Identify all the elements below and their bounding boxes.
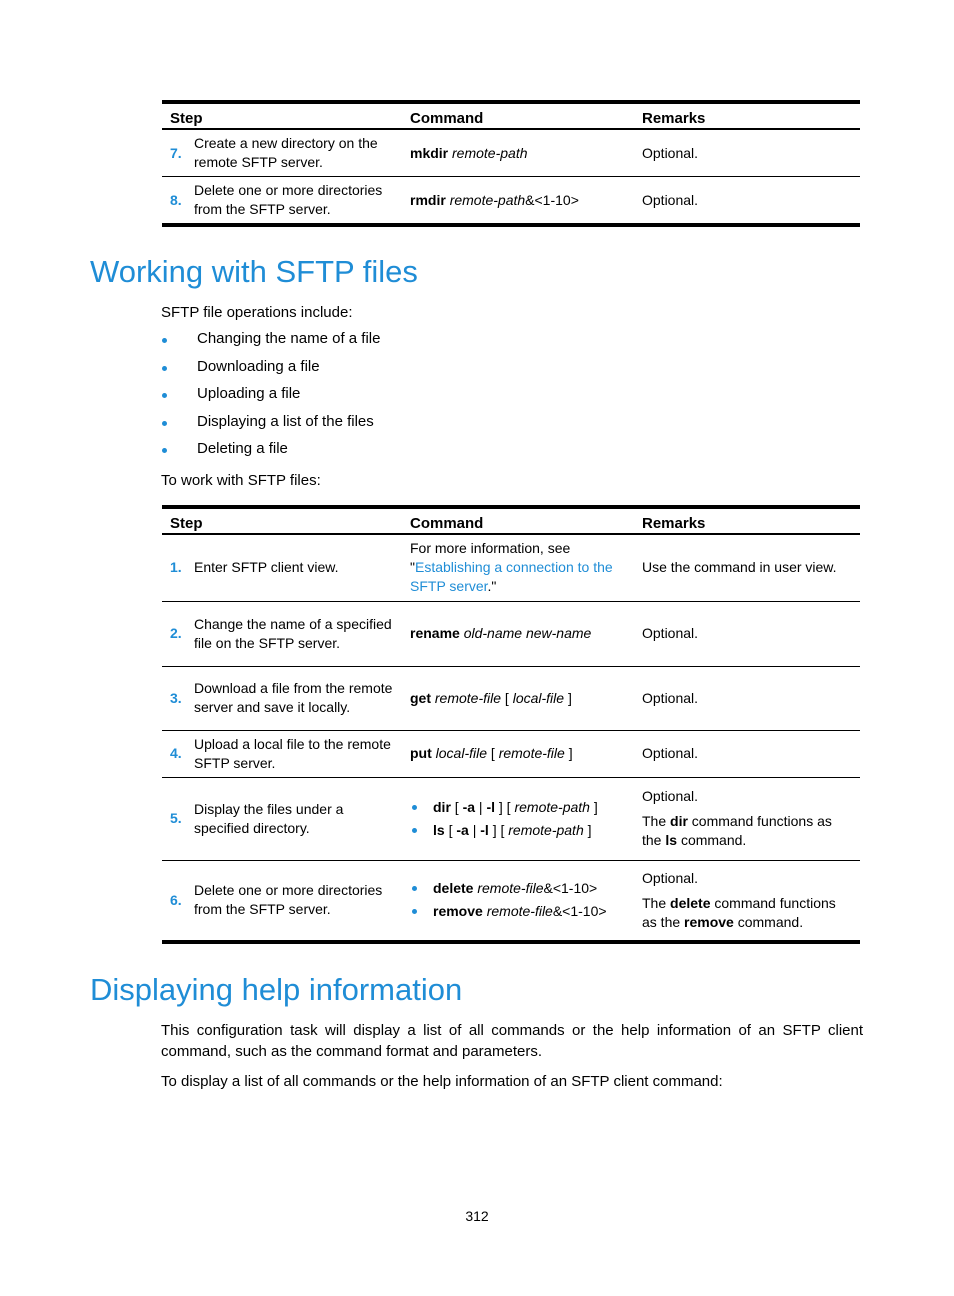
command-argument: remote-file	[486, 903, 553, 920]
optional-open: [	[454, 798, 459, 815]
step-number: 2.	[162, 601, 186, 666]
list-item	[161, 411, 380, 439]
section-heading-sftp-files: Working with SFTP files	[90, 254, 418, 289]
header-remarks: Remarks	[642, 515, 706, 532]
bullet-icon	[162, 448, 167, 453]
step-description: Delete one or more directories from the SFTP server.	[186, 177, 402, 226]
command-keyword: get	[410, 689, 431, 706]
step-number: 8.	[162, 177, 186, 226]
command-list-item	[410, 819, 626, 842]
command-argument: remote-file	[477, 880, 544, 897]
header-step: Step	[170, 515, 203, 532]
step-number: 4.	[162, 730, 186, 777]
note-text: command.	[680, 832, 747, 848]
command-argument: local-file	[435, 745, 488, 761]
help-description: This configuration task will display a list of all commands or the help information of an SFTP client command, such as the command format and parameters.	[161, 1022, 863, 1060]
optional-open: [	[506, 798, 511, 815]
bullet-icon	[412, 909, 417, 914]
optional-open: [	[504, 689, 509, 706]
step-description: Upload a local file to the remote SFTP server.	[186, 730, 402, 777]
list-item	[161, 328, 380, 356]
remarks-cell: Optional.	[634, 730, 860, 777]
remarks-cell: Optional.	[634, 666, 860, 730]
list-item	[161, 356, 380, 384]
command-flag: -l	[486, 798, 495, 815]
command-flag: -a	[456, 821, 469, 838]
command-argument: local-file	[512, 689, 565, 706]
note-keyword: delete	[670, 894, 711, 911]
step-description: Display the files under a specified directory.	[186, 777, 402, 860]
command-cell	[402, 601, 634, 666]
table-row	[162, 860, 860, 942]
command-keyword: delete	[433, 880, 474, 897]
step-description: Create a new directory on the remote SFTP server.	[186, 129, 402, 177]
note-keyword: remove	[684, 913, 734, 930]
operations-list	[161, 328, 380, 466]
command-list	[410, 796, 626, 842]
command-list-item	[410, 877, 626, 900]
remarks-cell	[634, 777, 860, 860]
step-number: 5.	[162, 777, 186, 860]
step-number: 6.	[162, 860, 186, 942]
optional-close: ]	[568, 745, 573, 761]
command-argument: remote-file	[434, 689, 502, 706]
table-header-row	[162, 102, 860, 129]
step-number: 1.	[162, 534, 186, 601]
remarks-cell: Use the command in user view.	[634, 534, 860, 601]
command-cell	[402, 730, 634, 777]
command-keyword: remove	[433, 903, 483, 920]
table-row	[162, 730, 860, 777]
bullet-icon	[162, 338, 167, 343]
reference-text: For more information, see "	[410, 540, 571, 576]
note-keyword: dir	[670, 813, 688, 829]
command-keyword: rename	[410, 625, 460, 641]
remarks-optional: Optional.	[642, 869, 699, 886]
command-argument: remote-path	[508, 821, 584, 838]
list-item-text: Changing the name of a file	[197, 330, 381, 347]
remarks-note	[642, 812, 852, 850]
command-keyword: put	[410, 745, 432, 761]
note-keyword: ls	[665, 832, 678, 848]
remarks-optional: Optional.	[642, 788, 699, 804]
step-number: 3.	[162, 666, 186, 730]
table-row	[162, 534, 860, 601]
optional-close: ]	[492, 821, 497, 838]
bullet-icon	[412, 805, 417, 810]
command-repeat: &<1-10>	[525, 191, 579, 208]
optional-open: [	[490, 745, 495, 761]
table-row	[162, 777, 860, 860]
step-description: Enter SFTP client view.	[186, 534, 402, 601]
optional-open: [	[448, 821, 453, 838]
command-keyword: mkdir	[410, 144, 449, 161]
optional-close: ]	[587, 821, 592, 838]
command-argument: remote-path	[449, 191, 526, 208]
table-row	[162, 601, 860, 666]
list-item	[161, 383, 380, 411]
command-cell	[402, 666, 634, 730]
note-text: command functions as the	[642, 894, 836, 930]
bullet-icon	[162, 421, 167, 426]
command-repeat: &<1-10>	[552, 903, 607, 920]
directory-commands-table	[162, 100, 860, 227]
table-row	[162, 666, 860, 730]
intro-text: SFTP file operations include:	[161, 304, 353, 321]
reference-link[interactable]: Establishing a connection to the SFTP server	[410, 559, 613, 595]
reference-text-end: ."	[487, 578, 497, 595]
remarks-note	[642, 894, 852, 932]
command-list	[410, 877, 626, 923]
table-row	[162, 129, 860, 177]
help-lead-text: To display a list of all commands or the help information of an SFTP client command:	[161, 1073, 723, 1090]
header-remarks: Remarks	[642, 110, 706, 127]
list-item-text: Deleting a file	[197, 440, 288, 457]
choice-separator: |	[478, 798, 483, 815]
command-argument: remote-path	[514, 798, 590, 815]
remarks-cell: Optional.	[634, 177, 860, 226]
list-item	[161, 438, 380, 466]
table-row	[162, 177, 860, 226]
step-description: Change the name of a specified file on the SFTP server.	[186, 601, 402, 666]
page-number: 312	[465, 1208, 489, 1224]
optional-open: [	[500, 821, 505, 838]
optional-close: ]	[593, 798, 598, 815]
command-keyword: ls	[433, 821, 445, 838]
file-commands-table	[162, 505, 860, 944]
note-text: command.	[737, 913, 804, 930]
command-keyword: dir	[433, 798, 451, 815]
optional-close: ]	[498, 798, 503, 815]
bullet-icon	[412, 828, 417, 833]
command-flag: -l	[480, 821, 489, 838]
note-text: command functions as the	[642, 813, 832, 848]
remarks-cell	[634, 860, 860, 942]
remarks-cell: Optional.	[634, 601, 860, 666]
command-cell	[402, 777, 634, 860]
header-step: Step	[170, 110, 203, 127]
command-cell	[402, 534, 634, 601]
command-argument: old-name new-name	[463, 625, 592, 641]
section-heading-help-info: Displaying help information	[90, 972, 463, 1007]
bullet-icon	[162, 393, 167, 398]
command-argument: remote-file	[498, 745, 565, 761]
command-list-item	[410, 796, 626, 819]
header-command: Command	[410, 515, 484, 532]
list-item-text: Uploading a file	[197, 385, 301, 402]
command-flag: -a	[462, 798, 476, 815]
lead-text: To work with SFTP files:	[161, 472, 321, 489]
note-text: The	[642, 813, 667, 829]
command-list-item	[410, 900, 626, 923]
bullet-icon	[162, 366, 167, 371]
command-argument: remote-path	[452, 144, 528, 161]
choice-separator: |	[472, 821, 477, 838]
header-command: Command	[410, 110, 484, 127]
table-header-row	[162, 507, 860, 534]
command-cell	[402, 860, 634, 942]
command-repeat: &<1-10>	[543, 880, 598, 897]
note-text: The	[642, 894, 667, 911]
optional-close: ]	[567, 689, 572, 706]
step-description: Delete one or more directories from the SFTP server.	[186, 860, 402, 942]
step-number: 7.	[162, 129, 186, 177]
step-description: Download a file from the remote server and save it locally.	[186, 666, 402, 730]
remarks-cell: Optional.	[634, 129, 860, 177]
list-item-text: Displaying a list of the files	[197, 412, 374, 430]
bullet-icon	[412, 886, 417, 891]
command-keyword: rmdir	[410, 191, 446, 208]
command-cell	[402, 177, 634, 226]
command-cell	[402, 129, 634, 177]
list-item-text: Downloading a file	[197, 357, 320, 375]
